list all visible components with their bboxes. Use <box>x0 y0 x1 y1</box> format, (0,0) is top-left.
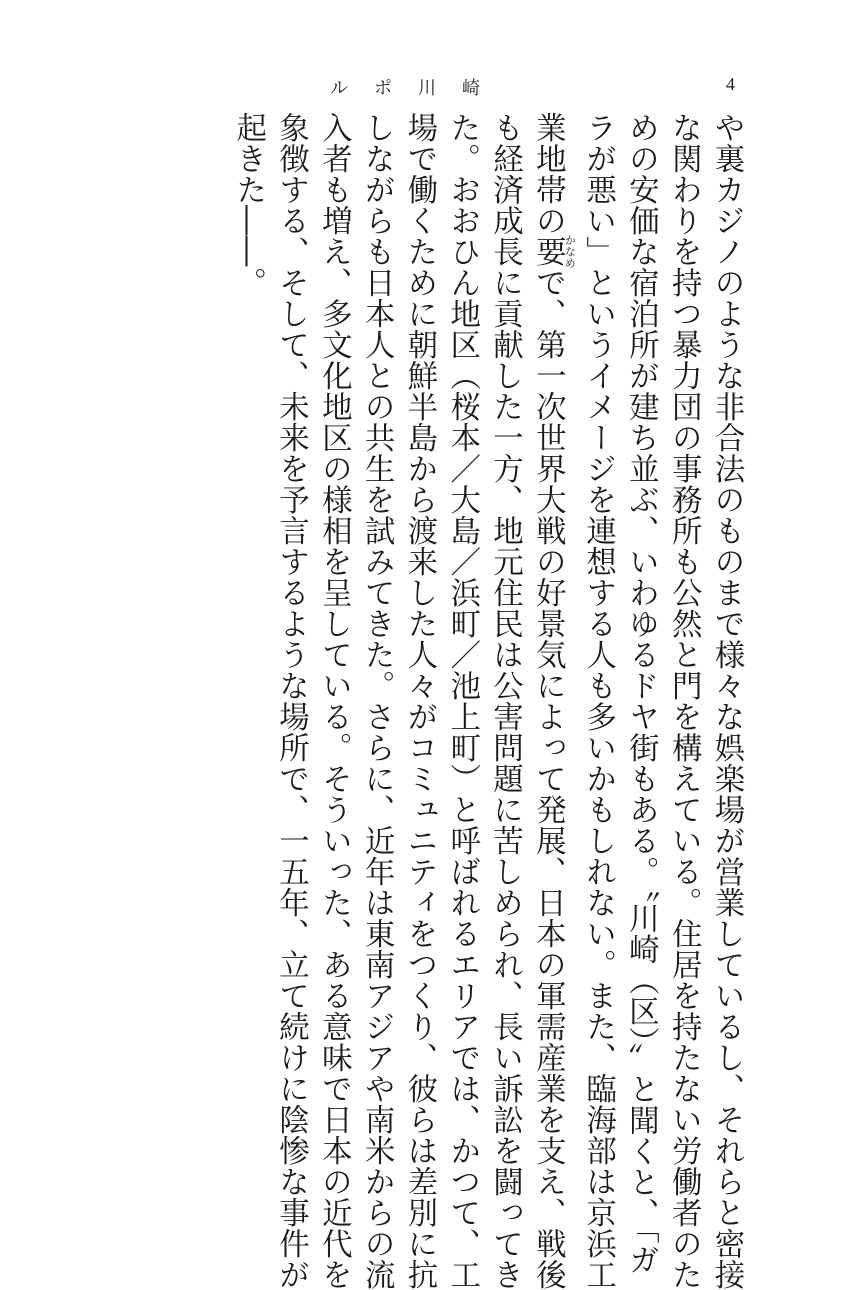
text-column: しながらも日本人との共生を試みてきた。さらに、近年は東南アジアや南米からの流 <box>359 112 395 1290</box>
ruby-base: 要 <box>530 234 566 269</box>
text-column: 象徴する、そして、未来を予言するような場所で、一五年、立て続けに陰惨な事件が <box>273 112 309 1290</box>
text-column: た。おおひん地区（桜本／大島／浜町／池上町）と呼ばれるエリアでは、かつて、工 <box>444 112 480 1290</box>
text-column: めの安価な宿泊所が建ち並ぶ、いわゆるドヤ街もある。〝川崎（区）〟と聞くと、「ガ <box>623 112 659 1276</box>
text-column: 入者も増え、多文化地区の様相を呈している。そういった、ある意味で日本の近代を <box>316 112 352 1290</box>
page-number: 4 <box>726 74 735 94</box>
text-column: 起きた――。 <box>230 112 266 298</box>
ruby-reading: かなめ <box>563 234 577 269</box>
text-column: な関わりを持つ暴力団の事務所も公然と門を構えている。住居を持たない労働者のた <box>666 112 702 1290</box>
text-column: 場で働くために朝鮮半島から渡来した人々がコミュニティをつくり、彼らは差別に抗 <box>401 112 437 1290</box>
text-column: ラが悪い」というイメージを連想する人も多いかもしれない。また、臨海部は京浜工 <box>580 112 616 1290</box>
text-segment: で、第一次世界大戦の好景気によって発展、日本の軍需産業を支え、戦後 <box>530 267 566 1290</box>
running-header-title: ルポ川崎 <box>330 78 506 99</box>
body-text <box>226 112 747 1290</box>
text-column: も経済成長に貢献した一方、地元住民は公害問題に苦しめられ、長い訴訟を闘ってき <box>487 112 523 1290</box>
text-segment: 業地帯の <box>530 112 566 236</box>
text-column-with-ruby <box>526 112 577 1290</box>
text-column: や裏カジノのような非合法のものまで様々な娯楽場が営業しているし、それらと密接 <box>709 112 744 1290</box>
ruby-annotation <box>530 234 577 269</box>
